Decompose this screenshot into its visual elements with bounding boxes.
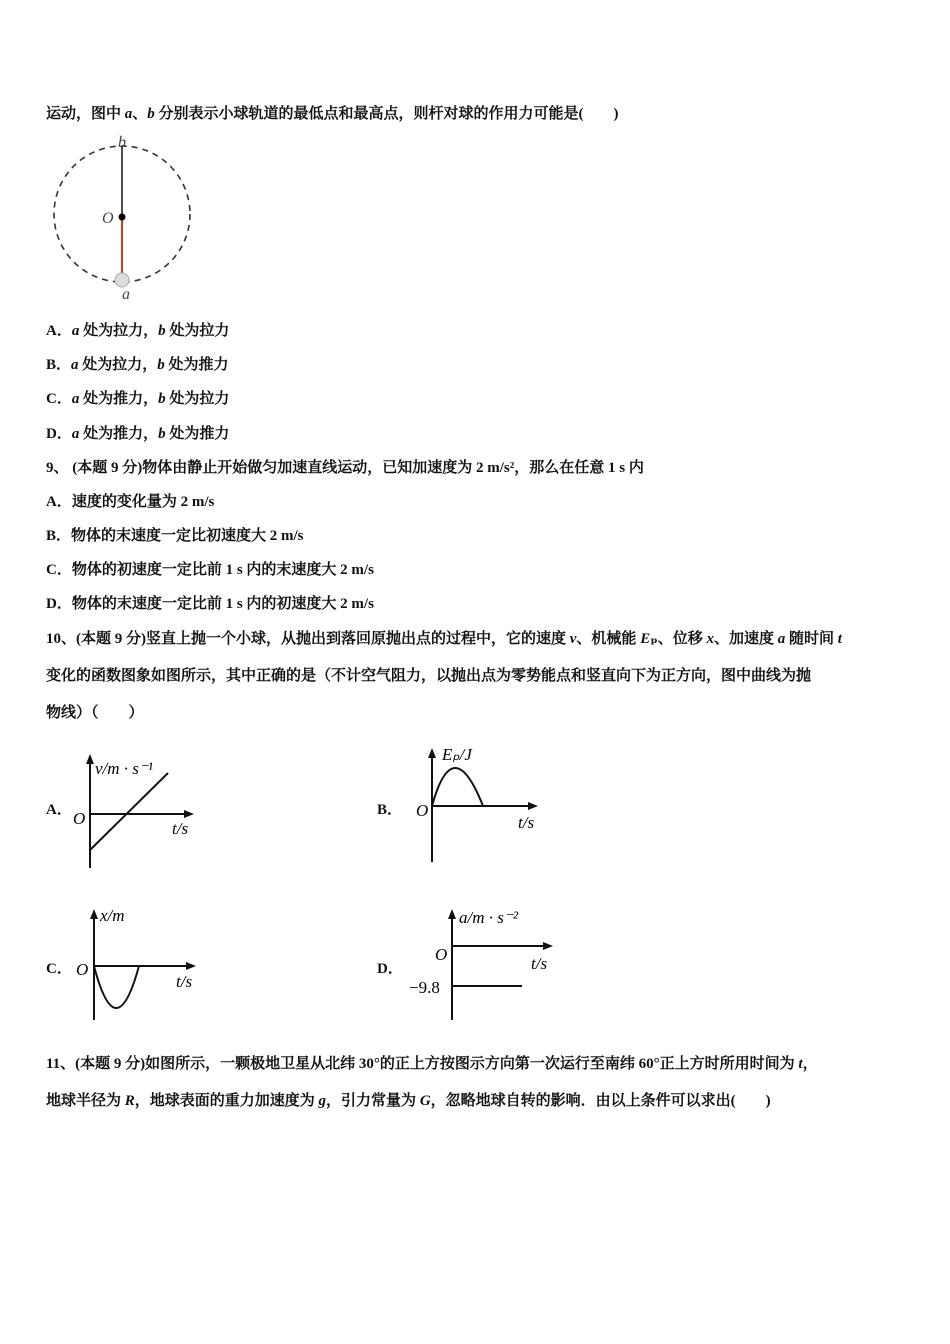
text-segment: B．物体的末速度一定比初速度大 2 m/s	[46, 528, 304, 544]
option-a-label: A．	[46, 802, 72, 818]
math-variable: a	[124, 106, 133, 122]
text-segment: 变化的函数图象如图所示，其中正确的是（不计空气阻力，以抛出点为零势能点和竖直向下为正方向，图中曲线为抛	[46, 668, 812, 684]
text-segment: 9、 (本题 9 分)物体由静止开始做匀加速直线运动，已知加速度为 2 m/s²，那么在任意 1 s 内	[46, 460, 644, 476]
option-c-label: C．	[46, 961, 72, 977]
text-segment: 处为推力，	[79, 426, 159, 442]
math-variable: a	[71, 357, 79, 373]
text-segment: 11、(本题 9 分)如图所示，一颗极地卫星从北纬 30°的正上方按图示方向第一次运行至南纬 60°正上方时所用时间为	[46, 1056, 799, 1072]
math-variable: t	[798, 1056, 803, 1072]
graph-label: x/m	[100, 906, 125, 925]
text-segment: ，	[802, 1056, 818, 1072]
math-variable: G	[419, 1093, 431, 1109]
text-line	[46, 524, 304, 545]
graph-label: v/m · s⁻¹	[95, 759, 153, 778]
text-segment: ，引力常量为	[326, 1093, 420, 1109]
text-segment: ，地球表面的重力加速度为	[134, 1093, 319, 1109]
text-segment: 运动，图中	[46, 106, 125, 122]
text-segment: 地球半径为	[46, 1093, 125, 1109]
text-line	[46, 387, 229, 408]
text-segment: B．	[46, 357, 72, 373]
graph-label: Eₚ/J	[442, 745, 472, 764]
graph-c-displacement	[72, 905, 222, 1025]
text-segment: A．速度的变化量为 2 m/s	[46, 494, 215, 510]
math-variable: R	[124, 1093, 135, 1109]
graph-label: O	[76, 960, 89, 979]
text-segment: A．	[46, 323, 72, 339]
text-line	[46, 490, 214, 511]
graph-label: t/s	[531, 954, 548, 973]
math-variable: b	[147, 106, 155, 122]
text-line	[46, 558, 374, 579]
graph-a-velocity	[70, 750, 220, 870]
math-variable: E	[640, 631, 651, 647]
text-line	[46, 102, 619, 123]
text-line	[46, 353, 229, 374]
graph-label: −9.8	[409, 978, 440, 997]
math-variable: a	[71, 391, 80, 407]
text-segment: 处为推力	[164, 357, 229, 373]
text-segment: 处为拉力	[165, 323, 230, 339]
text-segment: 处为拉力，	[79, 323, 159, 339]
math-variable: t	[837, 631, 842, 647]
option-b-label: B．	[377, 802, 403, 818]
text-line	[46, 456, 644, 477]
math-variable: v	[569, 631, 577, 647]
text-segment: C．物体的初速度一定比前 1 s 内的末速度大 2 m/s	[46, 562, 374, 578]
text-line	[46, 592, 374, 613]
math-variable: b	[158, 426, 166, 442]
text-segment: 处为拉力，	[78, 357, 158, 373]
graph-label: O	[435, 945, 448, 964]
displacement-curve	[94, 966, 139, 1008]
math-variable: a	[71, 323, 80, 339]
label-a: a	[122, 286, 130, 303]
text-line	[46, 701, 144, 722]
energy-curve	[432, 768, 483, 806]
text-segment: 、位移	[657, 631, 707, 647]
graph-label: t/s	[172, 819, 189, 838]
graph-label: O	[73, 809, 86, 828]
text-line	[46, 319, 229, 340]
text-segment: 处为拉力	[165, 391, 230, 407]
graph-label: t/s	[176, 972, 193, 991]
math-variable: b	[157, 357, 165, 373]
math-variable: x	[706, 631, 714, 647]
ball	[115, 273, 129, 287]
text-segment: 、机械能	[576, 631, 641, 647]
pivot-point	[119, 214, 126, 221]
text-line	[46, 664, 811, 685]
text-segment: 处为推力	[165, 426, 230, 442]
velocity-line	[90, 773, 168, 850]
text-segment: D．物体的末速度一定比前 1 s 内的初速度大 2 m/s	[46, 596, 374, 612]
graph-label: t/s	[518, 813, 535, 832]
math-variable: b	[158, 323, 166, 339]
text-segment: 物线）（ ）	[46, 705, 144, 721]
option-d-label: D．	[377, 961, 403, 977]
graph-d-acceleration	[405, 905, 565, 1025]
text-segment: D．	[46, 426, 72, 442]
text-segment: 、加速度	[713, 631, 778, 647]
math-variable: a	[777, 631, 786, 647]
math-variable: b	[158, 391, 166, 407]
label-o: O	[102, 210, 114, 227]
text-line	[46, 1089, 771, 1110]
text-line	[46, 422, 229, 443]
math-variable: a	[71, 426, 80, 442]
math-variable: g	[318, 1093, 327, 1109]
text-segment: C．	[46, 391, 72, 407]
circular-motion-figure	[50, 130, 200, 305]
text-segment: 随时间	[785, 631, 838, 647]
text-segment: 分别表示小球轨道的最低点和最高点，则杆对球的作用力可能是( )	[154, 106, 619, 122]
text-segment: ₚ	[650, 631, 658, 647]
text-line	[46, 627, 842, 648]
text-segment: 10、(本题 9 分)竖直上抛一个小球，从抛出到落回原抛出点的过程中，它的速度	[46, 631, 570, 647]
text-segment: 、	[132, 106, 148, 122]
graph-label: a/m · s⁻²	[459, 908, 518, 927]
text-segment: ，忽略地球自转的影响．由以上条件可以求出( )	[430, 1093, 771, 1109]
text-line	[46, 1052, 818, 1073]
graph-b-energy	[400, 742, 550, 872]
text-segment: 处为推力，	[79, 391, 159, 407]
label-b: b	[118, 134, 126, 151]
graph-label: O	[416, 801, 429, 820]
